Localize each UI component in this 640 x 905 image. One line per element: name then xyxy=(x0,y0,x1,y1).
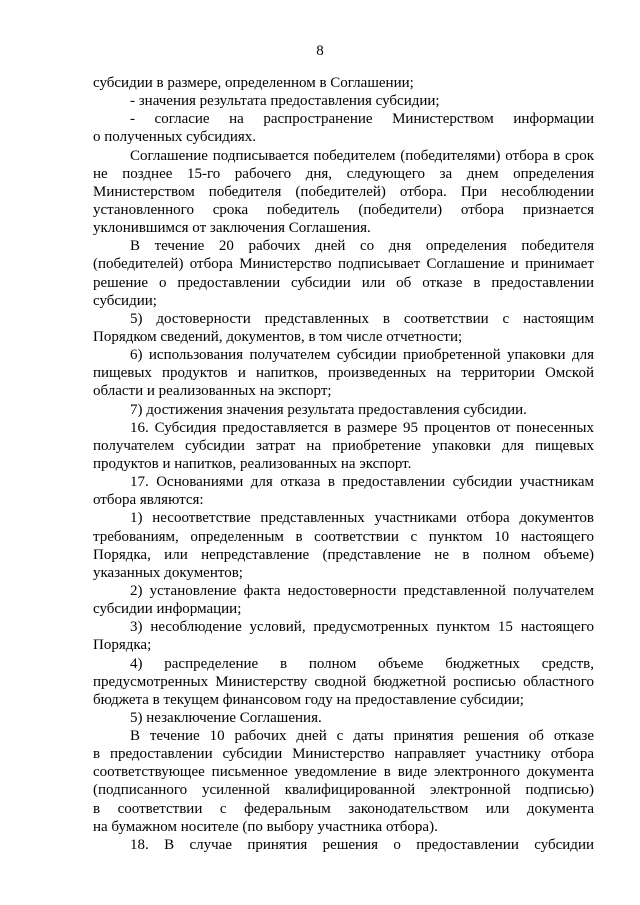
text-line: указанных документов; xyxy=(93,564,243,581)
text-line: 2) установление факта недостоверности представленной получателем xyxy=(130,582,594,599)
text-line: уклонившимся от заключения Соглашения. xyxy=(93,220,371,237)
text-line: (победителей) отбора Министерство подписывает Соглашение и принимает xyxy=(93,256,594,273)
text-line: в предоставлении субсидии Министерство направляет участнику отбора xyxy=(93,746,594,763)
text-line: субсидии; xyxy=(93,292,157,309)
text-line: Порядка, или непредставление (представление не в полном объеме) xyxy=(93,546,594,563)
text-line: предусмотренных Министерству сводной бюджетной росписью областного xyxy=(93,673,594,690)
text-line: субсидии в размере, определенном в Соглашении; xyxy=(93,75,414,91)
text-line: 18. В случае принятия решения о предоставлении субсидии xyxy=(130,836,594,853)
text-line: - согласие на распространение Министерством информации xyxy=(130,111,594,128)
text-line: - значения результата предоставления субсидии; xyxy=(130,93,440,110)
text-line: 1) несоответствие представленных участниками отбора документов xyxy=(130,510,594,527)
text-line: получателем субсидии затрат на приобретение упаковки для пищевых xyxy=(93,437,594,454)
text-line: (подписанного усиленной квалифицированной электронной подписью) xyxy=(93,782,594,799)
text-line: продуктов и напитков, реализованных на экспорт. xyxy=(93,455,412,472)
document-body xyxy=(93,74,594,854)
text-line: Министерством победителя (победителей) отбора. При несоблюдении xyxy=(93,183,594,200)
text-line: не позднее 15-го рабочего дня, следующего за днем определения xyxy=(93,165,594,182)
text-line: бюджета в текущем финансовом году на предоставление субсидии; xyxy=(93,691,524,708)
text-line: Соглашение подписывается победителем (победителями) отбора в срок xyxy=(130,147,594,164)
text-line: 17. Основаниями для отказа в предоставлении субсидии участникам xyxy=(130,474,594,491)
page-number: 8 xyxy=(316,43,324,59)
text-line: субсидии информации; xyxy=(93,601,242,618)
text-line: 6) использования получателем субсидии приобретенной упаковки для xyxy=(130,347,594,364)
text-line: отбора являются: xyxy=(93,492,204,509)
text-line: области и реализованных на экспорт; xyxy=(93,383,332,400)
text-line: 16. Субсидия предоставляется в размере 95 процентов от понесенных xyxy=(130,419,594,436)
text-line: 5) достоверности представленных в соответствии с настоящим xyxy=(130,310,594,327)
text-line: Порядка; xyxy=(93,637,152,654)
text-line: требованиям, определенным в соответствии с пунктом 10 настоящего xyxy=(93,528,594,545)
text-line: пищевых продуктов и напитков, произведенных на территории Омской xyxy=(93,365,594,382)
text-line: Порядком сведений, документов, в том числе отчетности; xyxy=(93,328,463,345)
text-line: 3) несоблюдение условий, предусмотренных пунктом 15 настоящего xyxy=(130,619,594,636)
text-line: соответствующее письменное уведомление в виде электронного документа xyxy=(93,764,594,781)
text-line: о полученных субсидиях. xyxy=(93,129,257,146)
text-line: В течение 10 рабочих дней с даты принятия решения об отказе xyxy=(130,728,594,745)
text-line: решение о предоставлении субсидии или об отказе в предоставлении xyxy=(93,274,594,291)
text-line: на бумажном носителе (по выбору участника отбора). xyxy=(93,818,438,835)
text-line: 4) распределение в полном объеме бюджетных средств, xyxy=(130,655,594,672)
text-line: в соответствии с федеральным законодательством или документа xyxy=(93,800,594,817)
text-line: В течение 20 рабочих дней со дня определения победителя xyxy=(130,238,594,255)
text-line: установленного срока победитель (победители) отбора признается xyxy=(93,201,594,218)
text-line: 7) достижения значения результата предоставления субсидии. xyxy=(130,401,527,418)
text-line: 5) незаключение Соглашения. xyxy=(130,709,322,726)
